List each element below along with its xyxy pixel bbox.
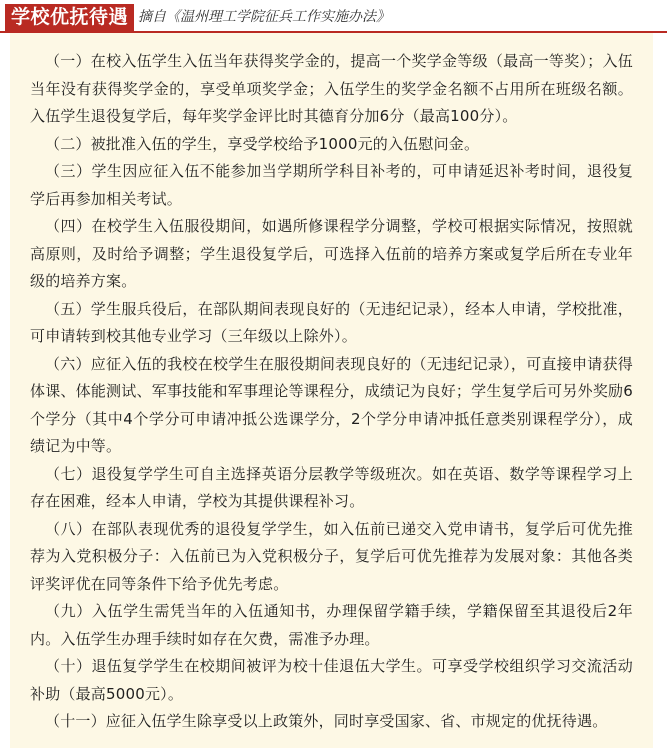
policy-item-6: （六）应征入伍的我校在校学生在服役期间表现良好的（无违纪记录），可直接申请获得体课、体能测试、军事技能和军事理论等课程分，成绩记为良好；学生复学后可另外奖励6个学分（其中4个学分可申请冲抵公选课学分，2个学分申请冲抵任意类别课程学分），成绩记为中等。 xyxy=(30,354,633,455)
section-title-tag: 学校优抚待遇 xyxy=(5,4,134,31)
policy-item-9: （九）入伍学生需凭当年的入伍通知书，办理保留学籍手续，学籍保留至其退役后2年内。入伍学生办理手续时如存在欠费，需准予办理。 xyxy=(30,602,633,648)
policy-item-4: （四）在校学生入伍服役期间，如遇所修课程学分调整，学校可根据实际情况，按照就高原则，及时给予调整；学生退役复学后，可选择入伍前的培养方案或复学后所在专业年级的培养方案。 xyxy=(30,217,633,290)
policy-item-10: （十）退伍复学学生在校期间被评为校十佳退伍大学生。可享受学校组织学习交流活动补助（最高5000元）。 xyxy=(30,657,633,703)
source-citation: 摘自《温州理工学院征兵工作实施办法》 xyxy=(138,9,390,25)
section-header xyxy=(0,0,667,33)
policy-item-11: （十一）应征入伍学生除享受以上政策外，同时享受国家、省、市规定的优抚待遇。 xyxy=(45,712,608,730)
policy-item-7: （七）退役复学学生可自主选择英语分层教学等级班次。如在英语、数学等课程学习上存在困难，经本人申请，学校为其提供课程补习。 xyxy=(30,464,633,510)
policy-item-8: （八）在部队表现优秀的退役复学学生，如入伍前已递交入党申请书，复学后可优先推荐为入党积极分子：入伍前已为入党积极分子，复学后可优先推荐为发展对象：其他各类评奖评优在同等条件下给予优先考虑。 xyxy=(30,519,633,593)
policy-item-5: （五）学生服兵役后，在部队期间表现良好的（无违纪记录），经本人申请，学校批准，可申请转到校其他专业学习（三年级以上除外）。 xyxy=(30,299,633,345)
policy-item-1: （一）在校入伍学生入伍当年获得奖学金的，提高一个奖学金等级（最高一等奖）；入伍当年没有获得奖学金的，享受单项奖学金；入伍学生的奖学金名额不占用所在班级名额。入伍学生退役复学后，每年奖学金评比时其德育分加6分（最高100分）。 xyxy=(30,52,633,125)
policy-item-3: （三）学生因应征入伍不能参加当学期所学科目补考的，可申请延迟补考时间，退役复学后再参加相关考试。 xyxy=(30,162,633,208)
policy-content-box xyxy=(10,33,653,748)
policy-item-2: （二）被批准入伍的学生，享受学校给予1000元的入伍慰问金。 xyxy=(45,134,480,153)
